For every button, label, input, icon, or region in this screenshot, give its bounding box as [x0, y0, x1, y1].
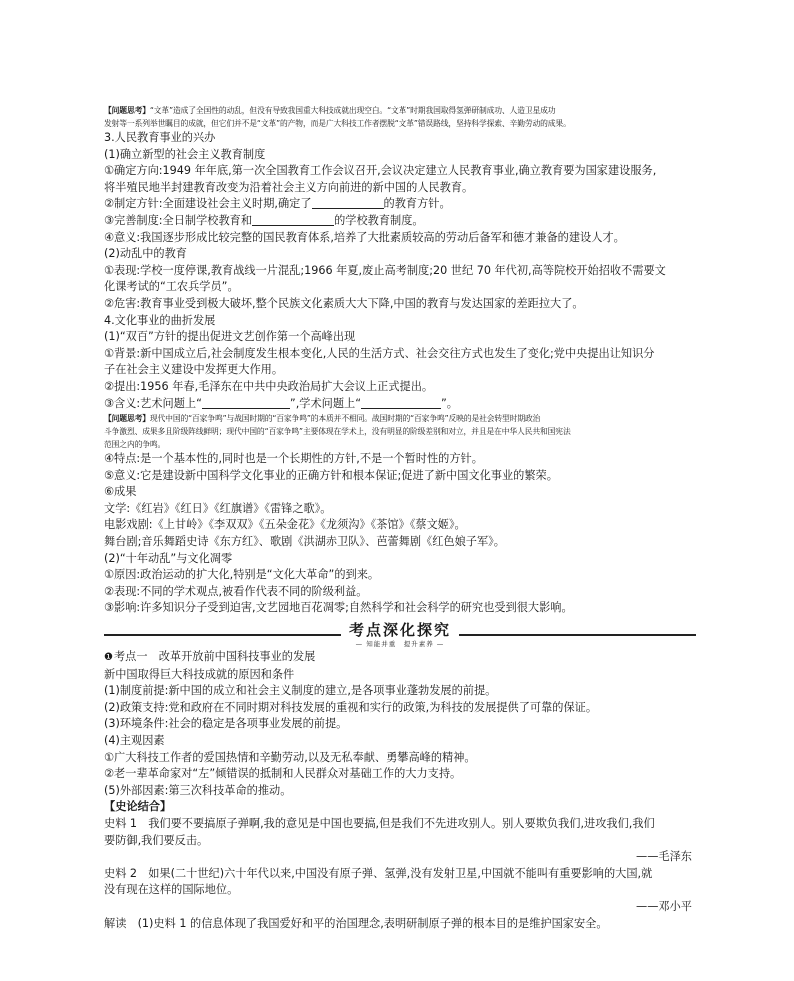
fill-blank	[361, 396, 441, 409]
edu-p5-line-2: 化课考试的“工农兵学员”。	[104, 280, 239, 294]
section-heading-culture: 4.文化事业的曲折发展	[104, 313, 216, 327]
fill-blank	[252, 213, 334, 226]
section-heading-education: 3.人民教育事业的兴办	[104, 131, 216, 144]
fill-blank	[202, 396, 290, 409]
culture-lit: 文学:《红岩》《红日》《红旗谱》《雷锋之歌》。	[104, 501, 332, 515]
culture-q2: ②表现:不同的学术观点,被看作代表不同的阶级利益。	[104, 584, 368, 598]
question-note-1-line-2: 发射等一系列举世瞩目的成就，但它们并不是“文革”的产物，而是广大科技工作者摆脱“文革”错误路线，坚持科学探索、辛勤劳动的成果。	[104, 119, 571, 128]
edu-p2: ②制定方针:全面建设社会主义时期,确定了 的教育方针。	[104, 197, 451, 211]
material-1-line-2: 要防御,我们要反击。	[104, 833, 209, 847]
material-2-source: ——邓小平	[636, 899, 692, 913]
edu-p5-line-1: ①表现:学校一度停课,教育战线一片混乱;1966 年夏,废止高考制度;20 世纪 70 年代初,高等院校开始招收不需要文	[104, 263, 666, 277]
culture-p4: ④特点:是一个基本性的,同时也是一个长期性的方针,不是一个暂时性的方针。	[104, 452, 483, 466]
point-1-r4b: ②老一辈革命家对“左”倾错误的抵制和人民群众对基础工作的大力支持。	[104, 767, 462, 781]
edu-p1-line-1: ①确定方向:1949 年年底,第一次全国教育工作会议召开,会议决定建立人民教育事业,确立教育要为国家建设服务,	[104, 164, 657, 178]
culture-p1-line-1: ①背景:新中国成立后,社会制度发生根本变化,人民的生活方式、社会交往方式也发生了变化;党中央提出让知识分	[104, 346, 655, 360]
culture-p1-line-2: 子在社会主义建设中发挥更大作用。	[104, 363, 284, 377]
point-1-r3: (3)环境条件:社会的稳定是各项事业发展的前提。	[104, 717, 348, 731]
section-banner	[104, 619, 696, 649]
edu-sub-1: (1)确立新型的社会主义教育制度	[104, 147, 266, 161]
point-1-r4: (4)主观因素	[104, 734, 165, 747]
point-1-r4a: ①广大科技工作者的爱国热情和辛勤劳动,以及无私奉献、勇攀高峰的精神。	[104, 750, 476, 764]
history-heading: 【史论结合】	[104, 800, 172, 814]
interpretation: 解读 (1)史料 1 的信息体现了我国爱好和平的治国理念,表明研制原子弹的根本目的是维护国家安全。	[104, 916, 608, 930]
question-note-tag: 【问题思考】	[104, 414, 150, 424]
culture-sub-1: (1)“双百”方针的提出促进文艺创作第一个高峰出现	[104, 330, 356, 344]
document-content	[104, 104, 696, 932]
edu-p6: ②危害:教育事业受到极大破坏,整个民族文化素质大大下降,中国的教育与发达国家的差距拉大了。	[104, 296, 584, 310]
material-2-line-2: 没有现在这样的国际地位。	[104, 883, 239, 897]
circled-one-icon: ❶	[104, 652, 113, 664]
point-1-title: ❶考点一 改革开放前中国科技事业的发展	[104, 650, 316, 664]
culture-q1: ①原因:政治运动的扩大化,特别是“文化大革命”的到来。	[104, 568, 380, 582]
culture-p6: ⑥成果	[104, 485, 137, 499]
question-note-2-line-2: 斗争激烈、成果多且阶级阵线鲜明；现代中国的“百家争鸣”主要体现在学术上，没有明显的阶级差别和对立，并且是在中华人民共和国宪法	[104, 427, 571, 437]
culture-p5: ⑤意义:它是建设新中国科学文化事业的正确方针和根本保证;促进了新中国文化事业的繁荣。	[104, 468, 558, 482]
question-note-tag: 【问题思考】	[104, 106, 150, 115]
point-1-intro: 新中国取得巨大科技成就的原因和条件	[104, 667, 295, 681]
culture-p3: ③含义:艺术问题上“ ”,学术问题上“ ”。	[104, 396, 458, 410]
material-2-line-1: 史料 2 如果(二十世纪)六十年代以来,中国没有原子弹、氢弹,没有发射卫星,中国就不能叫有重要影响的大国,就	[104, 866, 653, 880]
culture-q3: ③影响:许多知识分子受到迫害,文艺园地百花凋零;自然科学和社会科学的研究也受到很大影响。	[104, 601, 573, 615]
edu-p3: ③完善制度:全日制学校教育和 的学校教育制度。	[104, 213, 424, 227]
edu-p4: ④意义:我国逐步形成比较完整的国民教育体系,培养了大批素质较高的劳动后备军和德才兼备的建设人才。	[104, 230, 625, 244]
point-1-r1: (1)制度前提:新中国的成立和社会主义制度的建立,是各项事业蓬勃发展的前提。	[104, 684, 497, 698]
question-note-2-line-1: 【问题思考】现代中国的“百家争鸣”与战国时期的“百家争鸣”的本质并不相同。战国时期的“百家争鸣”反映的是社会转型时期政治	[104, 414, 541, 424]
culture-p2: ②提出:1956 年春,毛泽东在中共中央政治局扩大会议上正式提出。	[104, 379, 434, 393]
culture-dance: 舞台剧;音乐舞蹈史诗《东方红》、歌剧《洪湖赤卫队》、芭蕾舞剧《红色娘子军》。	[104, 535, 505, 549]
point-1-r5: (5)外部因素:第三次科技革命的推动。	[104, 783, 292, 797]
fill-blank	[312, 196, 384, 209]
culture-sub-2: (2)“十年动乱”与文化凋零	[104, 551, 233, 565]
edu-p1-line-2: 将半殖民地半封建教育改变为沿着社会主义方向前进的新中国的人民教育。	[104, 180, 474, 194]
banner-title: 考点深化探究	[341, 619, 459, 640]
banner-subtitle: — 知能并重 提升素养 —	[350, 639, 451, 648]
question-note-1-line-1: 【问题思考】“文革”造成了全国性的动乱，但没有导致我国重大科技成就出现空白。“文革”时期我国取得氢弹研制成功、人造卫星成功	[104, 106, 556, 115]
culture-film: 电影戏剧:《上甘岭》《李双双》《五朵金花》《龙须沟》《茶馆》《蔡文姬》。	[104, 518, 466, 532]
material-1-line-1: 史料 1 我们要不要搞原子弹啊,我的意见是中国也要搞,但是我们不先进攻别人。别人要欺负我们,进攻我们,我们	[104, 816, 655, 830]
point-1-r2: (2)政策支持:党和政府在不同时期对科技发展的重视和实行的政策,为科技的发展提供了可靠的保证。	[104, 700, 598, 714]
question-note-2-line-3: 范围之内的争鸣。	[104, 440, 166, 450]
edu-sub-2: (2)动乱中的教育	[104, 247, 187, 261]
material-1-source: ——毛泽东	[636, 850, 692, 864]
